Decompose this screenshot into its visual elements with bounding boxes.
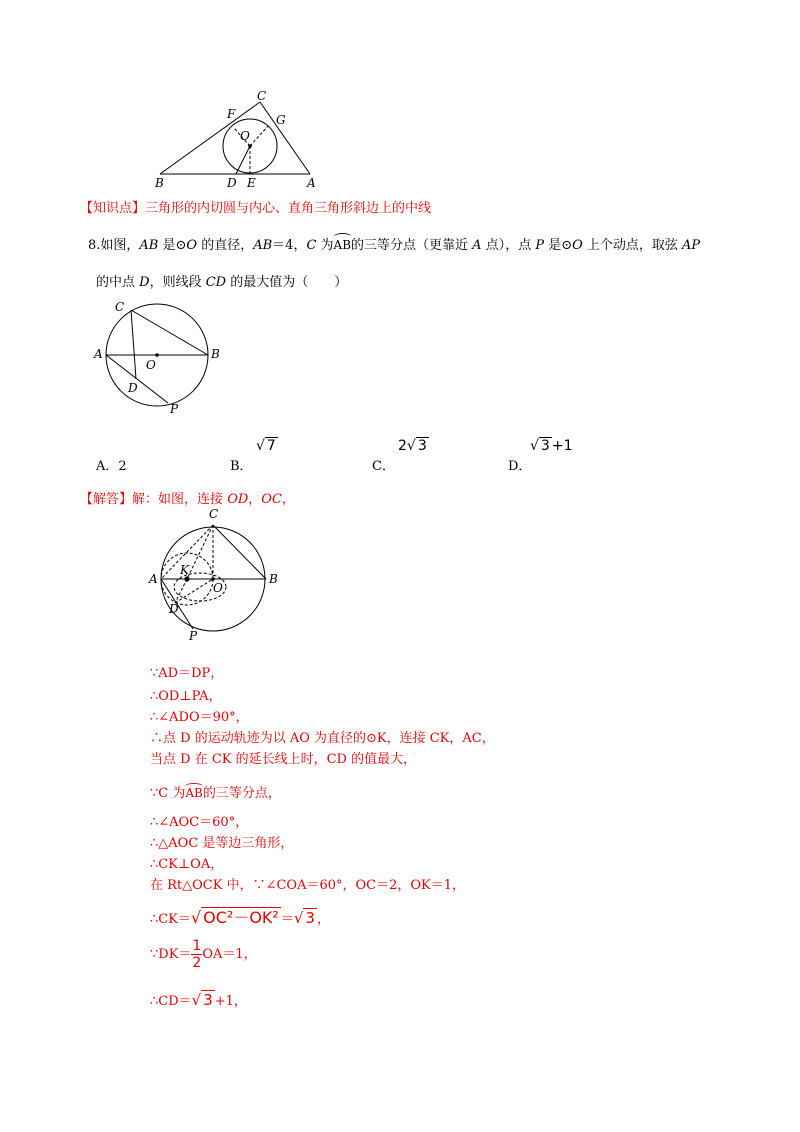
- solution-circle-figure: [145, 505, 295, 645]
- label-B: B: [211, 347, 220, 361]
- label-C: C: [209, 507, 219, 521]
- label-A: A: [149, 572, 158, 586]
- question-line-2: [96, 274, 347, 292]
- step-text: ∴CD＝: [150, 994, 192, 1009]
- q-var: A: [472, 238, 482, 253]
- radicand: 3: [305, 909, 315, 927]
- q-var: O: [572, 238, 583, 253]
- option-suffix: +1: [551, 438, 573, 454]
- solution-step: ∵AD＝DP，: [150, 666, 224, 681]
- q-var: AB: [253, 238, 273, 253]
- solution-step: 在 Rt△OCK 中，∵∠COA＝60°，OC＝2，OK＝1，: [150, 878, 466, 893]
- incircle-triangle-figure: [150, 88, 330, 193]
- q-text: 如图，: [100, 238, 140, 253]
- radicand: 7: [266, 438, 276, 454]
- q-var: O: [186, 238, 198, 253]
- q-text: ＝4，: [272, 238, 307, 253]
- option-letter: B．: [230, 459, 253, 474]
- q-text: 的直径，: [197, 238, 254, 253]
- step-text: ∴CK＝: [150, 912, 191, 927]
- label-D: D: [128, 381, 138, 395]
- option-c-value: 2√ 3: [398, 438, 427, 454]
- option-b-value: √ 7: [256, 438, 276, 454]
- option-letter: D．: [508, 459, 532, 474]
- solution-step: ∴△AOC 是等边三角形，: [150, 836, 294, 851]
- step-text: ，: [316, 912, 330, 927]
- q-var: CD: [205, 275, 227, 290]
- ck-step: ∴CK＝√ OC²－OK² ＝√ 3 ，: [150, 908, 330, 927]
- cd-step: ∴CD＝√ 3 +1，: [150, 991, 247, 1009]
- q-var: C: [306, 238, 317, 253]
- step-text: 的三等分点，: [202, 786, 281, 801]
- label-G: G: [276, 113, 286, 127]
- label-O: O: [146, 358, 156, 372]
- label-A: A: [94, 347, 103, 361]
- q-var: D: [139, 275, 150, 290]
- option-letter: C．: [372, 459, 395, 474]
- radicand: 3: [417, 438, 427, 454]
- solution-tag: 解答: [93, 492, 120, 507]
- step-text: +1，: [214, 994, 247, 1009]
- label-B: B: [155, 176, 164, 190]
- label-P: P: [189, 629, 198, 643]
- solution-text: ，: [281, 492, 295, 507]
- fraction-half: [191, 938, 202, 971]
- option-letter: A．: [96, 459, 119, 474]
- coefficient: 2: [398, 438, 407, 454]
- step-text: ∵C 为: [150, 786, 186, 801]
- label-O: O: [213, 581, 223, 595]
- solution-text: ，: [248, 492, 262, 507]
- q-var: P: [535, 238, 545, 253]
- label-A: A: [307, 176, 316, 190]
- step-text: OA＝1，: [202, 947, 257, 962]
- arc-AB: AB: [185, 786, 203, 800]
- solution-step: ∴点 D 的运动轨迹为以 AO 为直径的⊙K，连接 CK，AC，: [150, 731, 495, 746]
- solution-bracket-close: 】: [119, 492, 133, 507]
- option-value: 2: [118, 459, 127, 474]
- knowledge-bracket-open: 【: [80, 201, 94, 216]
- label-O: O: [240, 129, 250, 143]
- arc-third-point-step: [150, 782, 281, 801]
- solution-var: OD: [227, 492, 249, 507]
- label-P: P: [170, 402, 179, 416]
- q-var: AB: [139, 238, 159, 253]
- label-C: C: [115, 300, 125, 314]
- q-text: 是⊙: [158, 238, 187, 253]
- q-text: 上个动点，取弦: [582, 238, 683, 253]
- label-C: C: [257, 89, 267, 103]
- label-K: K: [180, 563, 189, 577]
- q-text: 的三等分点（更靠近: [351, 238, 473, 253]
- option-d: [508, 455, 531, 474]
- solution-bracket-open: 【: [80, 492, 94, 507]
- label-F: F: [227, 107, 236, 121]
- knowledge-tag: 知识点: [93, 201, 133, 216]
- dk-step: [150, 938, 257, 971]
- q-text: 的中点: [96, 275, 140, 290]
- q-text: 点），点: [481, 238, 536, 253]
- radicand: 3: [203, 991, 213, 1009]
- question-circle-figure: [90, 295, 230, 420]
- question-line-1: [88, 236, 700, 255]
- solution-step: 当点 D 在 CK 的延长线上时，CD 的值最大，: [150, 752, 417, 767]
- label-E: E: [247, 176, 256, 190]
- label-D: D: [169, 602, 179, 616]
- solution-var: OC: [261, 492, 282, 507]
- step-text: ∵DK＝: [150, 947, 192, 962]
- step-text: ＝: [280, 912, 294, 927]
- solution-step: ∴OD⊥PA，: [150, 689, 222, 704]
- arc-AB: AB: [333, 238, 352, 252]
- option-c: [372, 455, 395, 474]
- knowledge-point: [80, 200, 431, 218]
- q-var: AP: [682, 238, 701, 253]
- solution-step: ∴∠AOC＝60°，: [150, 815, 249, 830]
- fraction-numerator: 1: [192, 938, 202, 954]
- option-b: [230, 455, 253, 474]
- solution-step: ∴CK⊥OA，: [150, 857, 224, 872]
- option-a: [96, 455, 127, 474]
- solution-step: ∴∠ADO＝90°，: [150, 710, 249, 725]
- radicand: OC²－OK²: [203, 908, 279, 927]
- q-text: 是⊙: [544, 238, 573, 253]
- fraction-denominator: 2: [192, 955, 202, 971]
- radicand: 3: [540, 438, 550, 454]
- option-d-value: √ 3 +1: [530, 438, 573, 454]
- q-text: 为: [316, 238, 334, 253]
- q-text: ，则线段: [149, 275, 206, 290]
- knowledge-bracket-close: 】: [132, 201, 146, 216]
- solution-text: 解：如图，连接: [132, 492, 228, 507]
- question-number: 8.: [88, 238, 101, 253]
- q-text: 的最大值为（ ）: [226, 275, 348, 290]
- label-D: D: [227, 176, 237, 190]
- knowledge-text: 三角形的内切圆与内心、直角三角形斜边上的中线: [145, 201, 432, 216]
- label-B: B: [269, 572, 278, 586]
